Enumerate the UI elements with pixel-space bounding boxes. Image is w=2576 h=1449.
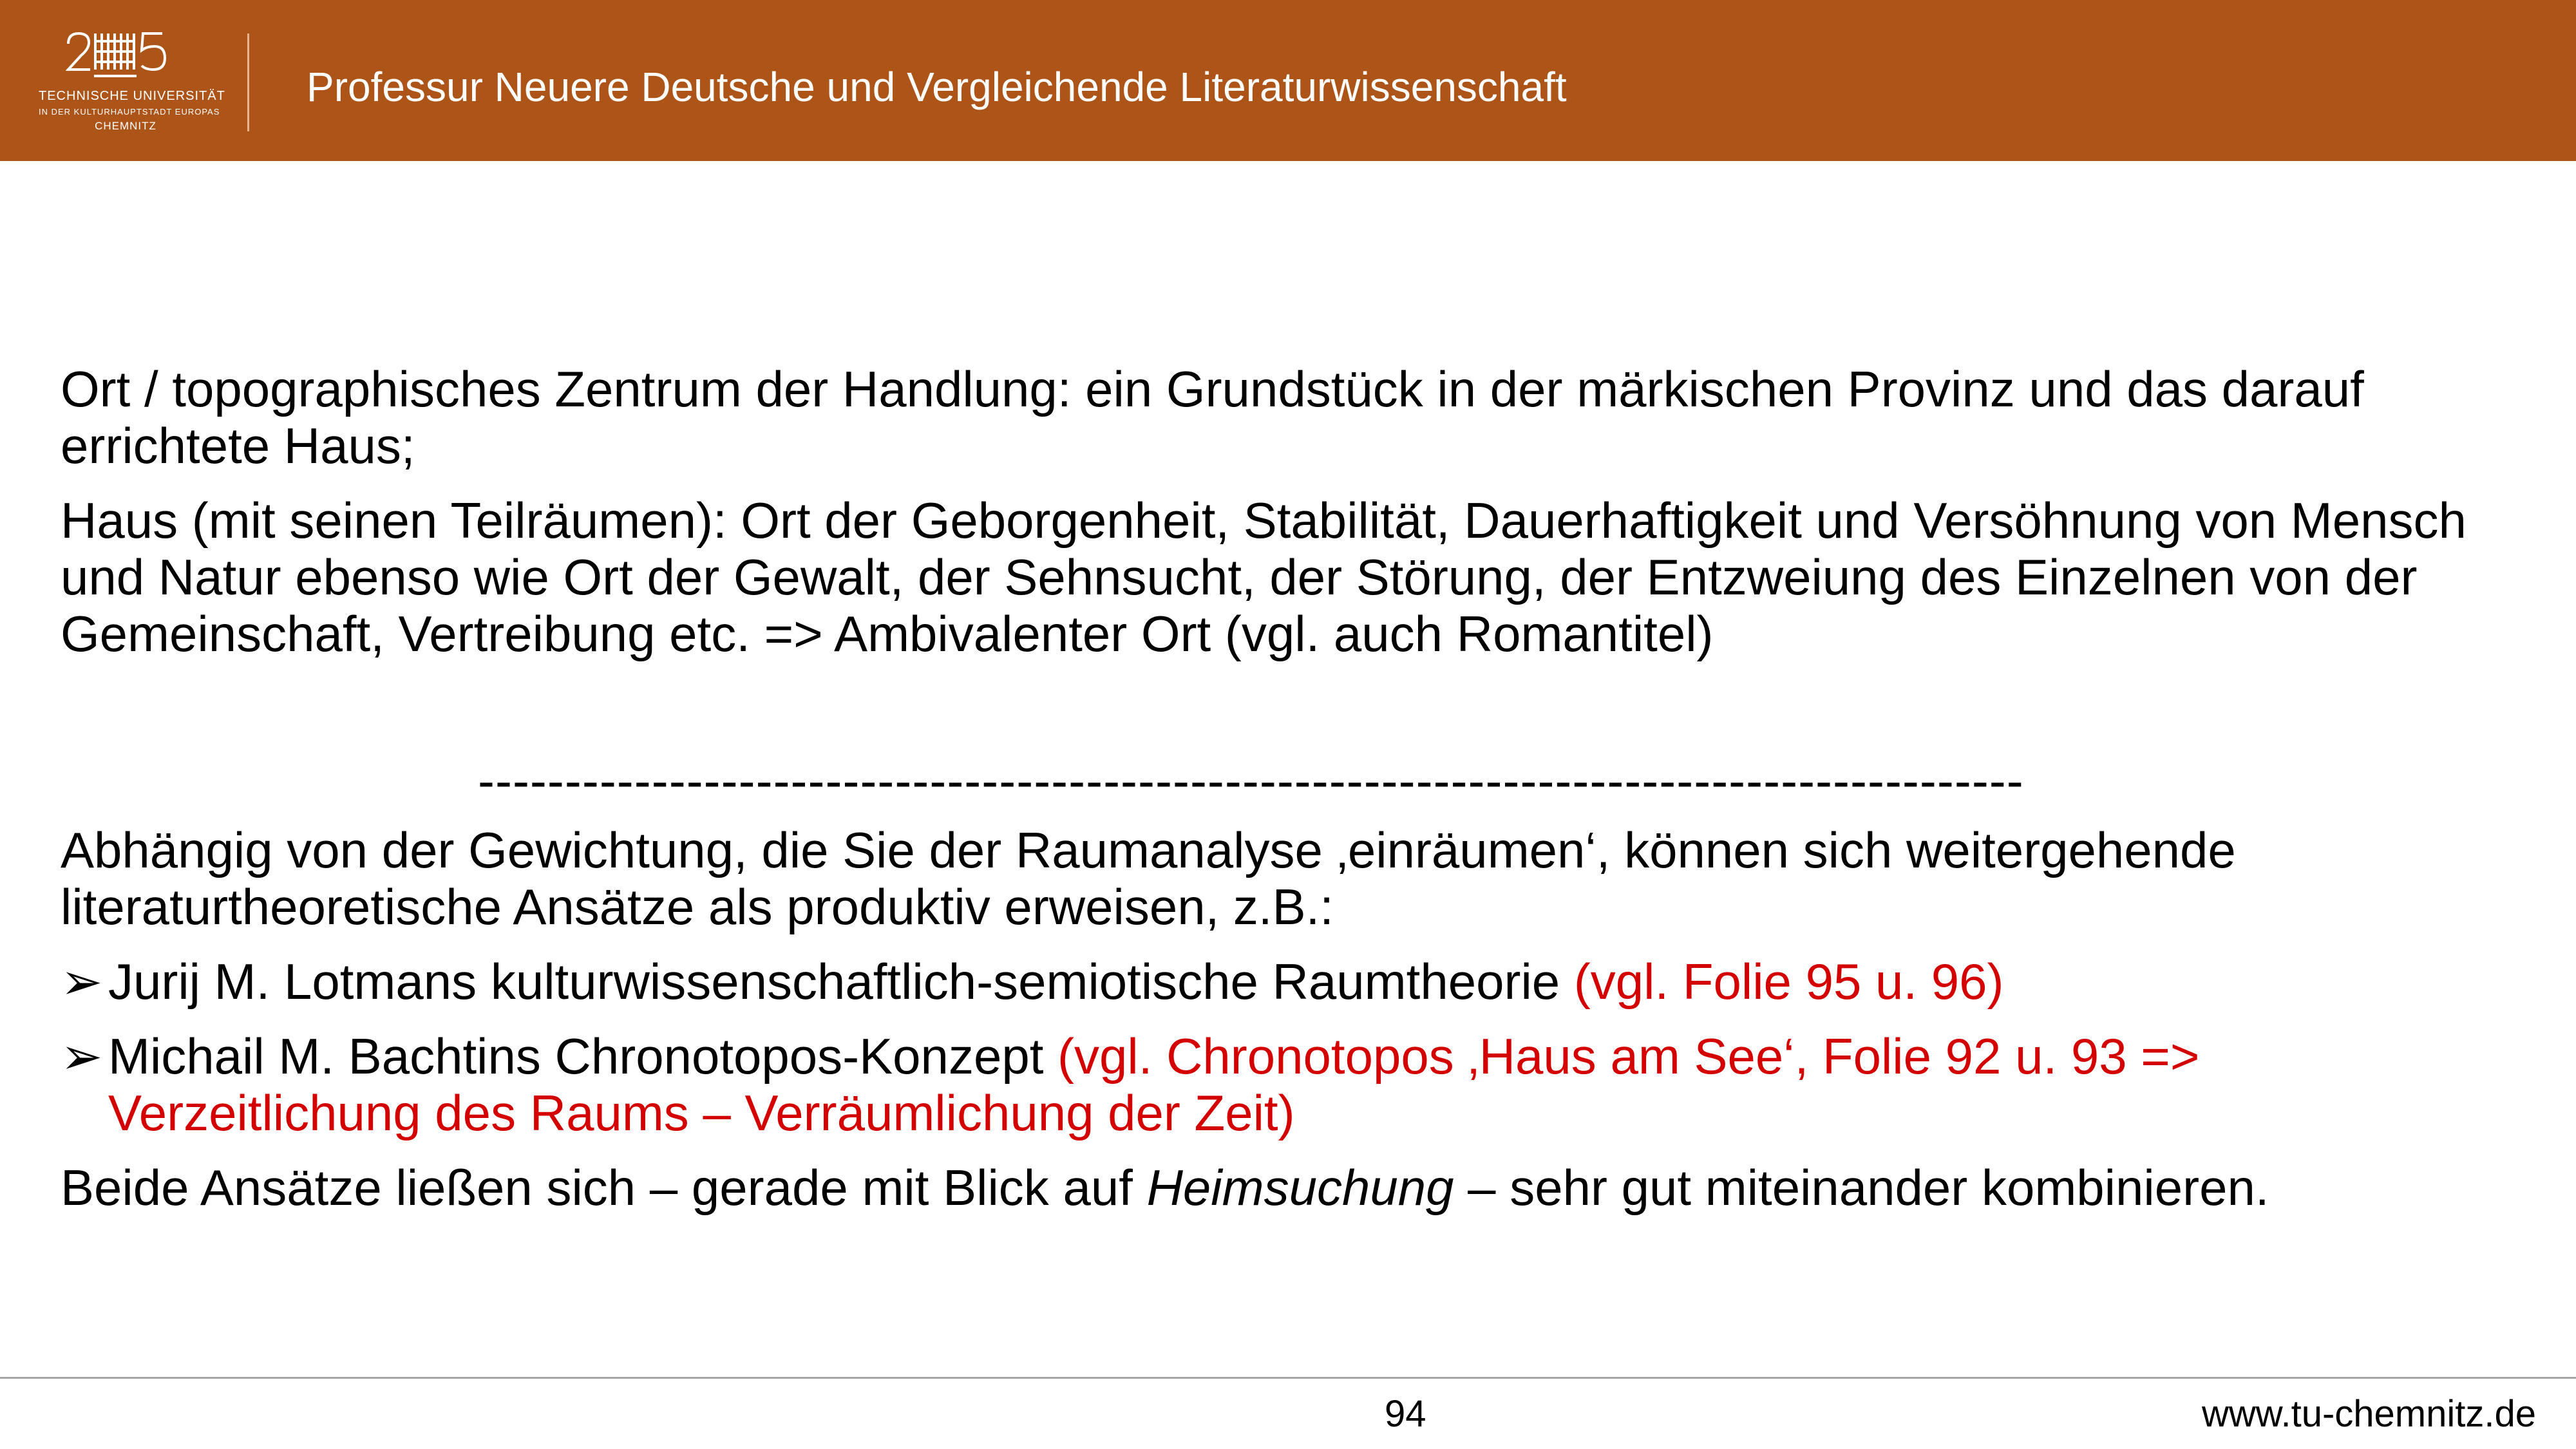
bullet-lotman-reference: (vgl. Folie 95 u. 96) [1573,953,2004,1010]
logo-text-tagline: IN DER KULTURHAUPTSTADT EUROPAS [39,107,220,117]
header-bar [0,0,2576,161]
conclusion-text-end: – sehr gut miteinander kombinieren. [1454,1159,2269,1216]
conclusion-text-start: Beide Ansätze ließen sich – gerade mit Blick auf [61,1159,1147,1216]
separator-line: ----------------------------------------------------------------------------------------- [478,752,2024,809]
conclusion-title-emphasis: Heimsuchung [1146,1159,1454,1216]
bullet-lotman-text: Jurij M. Lotmans kulturwissenschaftlich-semiotische Raumtheorie [108,953,1574,1010]
slide-content [61,361,2521,1216]
footer-url: www.tu-chemnitz.de [2202,1393,2536,1435]
bullet-bachtin [61,1028,2521,1141]
paragraph-location: Ort / topographisches Zentrum der Handlung: ein Grundstück in der märkischen Provinz und das darauf errichtete Haus; [61,361,2364,474]
paragraph-approaches: Abhängig von der Gewichtung, die Sie der Raumanalyse ‚einräumen‘, können sich weitergehende literaturtheoretische Ansätze als produktiv erweisen, z.B.: [61,822,2236,935]
arrow-bullet-icon: ➢ [61,1028,103,1084]
logo-text-university: TECHNISCHE UNIVERSITÄT [39,89,225,103]
bullet-bachtin-text: Michail M. Bachtins Chronotopos-Konzept [108,1028,1058,1084]
bullet-bachtin-reference: (vgl. Chronotopos ‚Haus am See‘, Folie 92 u. 93 => Verzeitlichung des Raums – Verräumlichung der Zeit) [108,1028,2200,1141]
paragraph-house: Haus (mit seinen Teilräumen): Ort der Geborgenheit, Stabilität, Dauerhaftigkeit und Versöhnung von Mensch und Natur ebenso wie Ort der Gewalt, der Sehnsucht, der Störung, der Entzweiung des Einzelnen von der Gemeinschaft, Vertreibung etc. => Ambivalenter Ort (vgl. auch Romantitel) [61,492,2467,662]
header-divider [247,33,249,131]
footer-divider [0,1377,2576,1379]
logo-text-city: CHEMNITZ [95,120,156,132]
header-title: Professur Neuere Deutsche und Vergleichende Literaturwissenschaft [307,64,1567,110]
bullet-lotman [61,953,2521,1010]
arrow-bullet-icon: ➢ [61,953,103,1010]
tu-chemnitz-emblem-icon [66,30,185,80]
page-number: 94 [1385,1393,1426,1435]
paragraph-conclusion [61,1159,2521,1216]
university-logo [39,30,225,139]
